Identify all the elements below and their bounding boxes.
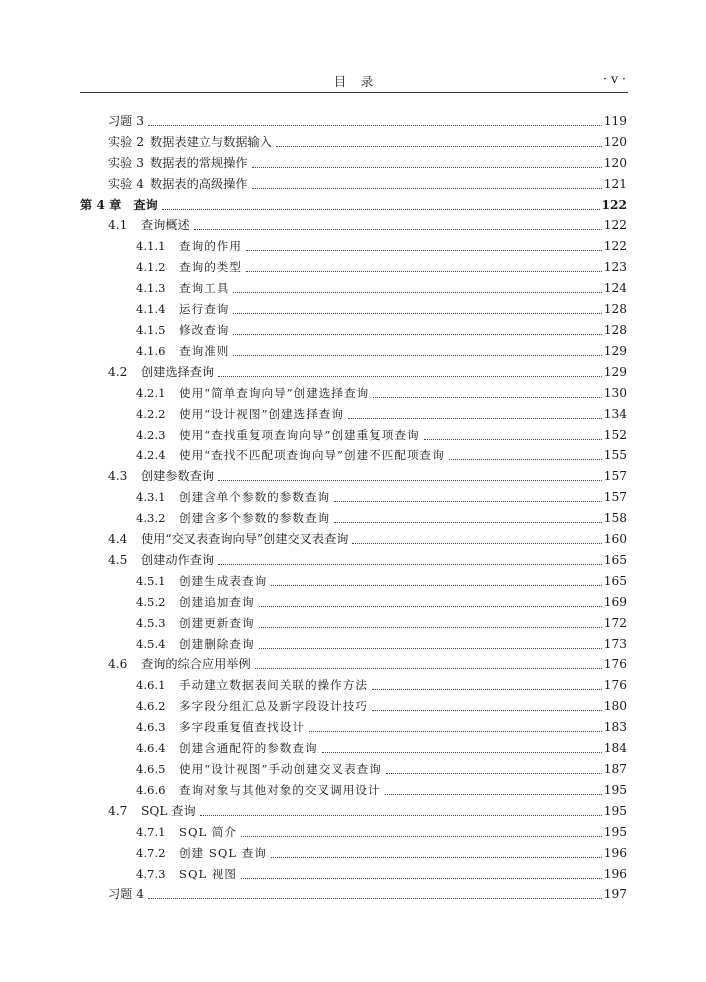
toc-entry-title: 创建生成表查询 xyxy=(179,573,268,588)
toc-entry-page: 176 xyxy=(603,678,627,693)
toc-entry-number: 4.3.2 xyxy=(136,511,166,526)
toc-entry-page: 160 xyxy=(603,532,627,547)
toc-entry xyxy=(80,631,627,652)
toc-entry-page: 122 xyxy=(603,218,627,233)
toc-entry-title: 使用“设计视图”创建选择查询 xyxy=(179,406,344,421)
toc-entry-title: 创建含通配符的参数查询 xyxy=(179,741,318,756)
toc-entry xyxy=(80,150,627,171)
toc-entry-title: 多字段分组汇总及新字段设计技巧 xyxy=(179,699,368,714)
toc-entry-title: 习题 3 xyxy=(108,113,145,128)
toc-entry xyxy=(80,338,627,359)
header-page-number: · v · xyxy=(603,71,626,86)
dot-leader xyxy=(373,397,602,398)
toc-entry-title: 使用“简单查询向导”创建选择查询 xyxy=(179,385,370,400)
toc-entry xyxy=(80,672,627,693)
toc-entry-number: 4.7 xyxy=(108,803,128,818)
dot-leader xyxy=(194,229,602,230)
toc-entry-title: SQL 视图 xyxy=(179,866,238,881)
toc-entry-page: 122 xyxy=(603,239,627,254)
page-header xyxy=(80,70,628,93)
toc-entry-title: 查询概述 xyxy=(141,218,190,233)
table-of-contents xyxy=(80,108,627,902)
toc-entry-page: 157 xyxy=(603,469,627,484)
toc-entry-number: 4.3 xyxy=(108,469,128,484)
dot-leader xyxy=(233,313,601,314)
toc-entry-page: 169 xyxy=(603,594,627,609)
dot-leader xyxy=(218,564,602,565)
toc-entry-page: 196 xyxy=(603,845,627,860)
dot-leader xyxy=(309,731,602,732)
toc-entry-page: 121 xyxy=(603,176,627,191)
toc-entry-title: SQL 简介 xyxy=(179,824,238,839)
toc-entry-title: 查询的作用 xyxy=(179,239,242,254)
toc-entry xyxy=(80,756,627,777)
toc-entry-page: 195 xyxy=(603,803,627,818)
toc-entry xyxy=(80,254,627,275)
toc-entry xyxy=(80,652,627,673)
dot-leader xyxy=(259,648,602,649)
toc-entry-number: 实验 4 xyxy=(108,176,145,191)
toc-entry-number: 4.3.1 xyxy=(136,490,166,505)
toc-entry-page: 172 xyxy=(603,615,627,630)
dot-leader xyxy=(148,898,602,899)
dot-leader xyxy=(385,794,602,795)
toc-entry-page: 128 xyxy=(603,302,627,317)
toc-entry xyxy=(80,463,627,484)
toc-entry-title: 使用“查找不匹配项查询向导”创建不匹配项查询 xyxy=(179,448,445,463)
toc-entry xyxy=(80,568,627,589)
toc-entry xyxy=(80,108,627,129)
toc-entry xyxy=(80,401,627,422)
toc-entry-number: 4.2 xyxy=(108,364,128,379)
toc-entry-number: 4.6.2 xyxy=(136,699,166,714)
toc-entry-title: 修改查询 xyxy=(179,322,230,337)
toc-entry-page: 158 xyxy=(603,511,627,526)
toc-entry-page: 173 xyxy=(603,636,627,651)
toc-entry xyxy=(80,526,627,547)
toc-entry-title: 创建追加查询 xyxy=(179,594,255,609)
toc-entry xyxy=(80,192,627,213)
toc-entry-title: 数据表的高级操作 xyxy=(150,176,248,191)
toc-entry-number: 4.4 xyxy=(108,532,128,547)
dot-leader xyxy=(372,689,602,690)
dot-leader xyxy=(386,773,602,774)
toc-entry-title: 使用“设计视图”手动创建交叉表查询 xyxy=(179,762,382,776)
toc-entry xyxy=(80,422,627,443)
toc-entry-number: 4.2.4 xyxy=(136,448,166,463)
toc-entry-number: 4.5.1 xyxy=(136,573,166,588)
toc-entry xyxy=(80,777,627,798)
dot-leader xyxy=(241,836,602,837)
toc-entry xyxy=(80,359,627,380)
toc-entry-number: 4.1.5 xyxy=(136,322,166,337)
dot-leader xyxy=(424,439,602,440)
toc-entry xyxy=(80,317,627,338)
dot-leader xyxy=(255,668,602,669)
toc-entry xyxy=(80,735,627,756)
toc-entry xyxy=(80,589,627,610)
toc-entry xyxy=(80,819,627,840)
toc-entry xyxy=(80,882,627,903)
dot-leader xyxy=(218,376,602,377)
toc-entry-title: 创建参数查询 xyxy=(141,469,215,484)
toc-entry-page: 165 xyxy=(603,573,627,588)
toc-entry-page: 120 xyxy=(603,134,627,149)
toc-entry xyxy=(80,798,627,819)
toc-entry-page: 122 xyxy=(601,197,627,212)
toc-entry-page: 119 xyxy=(603,113,627,128)
toc-entry xyxy=(80,296,627,317)
dot-leader xyxy=(246,271,602,272)
toc-entry-title: 数据表建立与数据输入 xyxy=(150,134,272,149)
toc-entry-number: 4.2.2 xyxy=(136,406,166,421)
toc-entry-page: 195 xyxy=(603,824,627,839)
dot-leader xyxy=(252,167,602,168)
toc-entry-number: 4.5 xyxy=(108,552,128,567)
toc-entry-title: 创建更新查询 xyxy=(179,615,255,630)
toc-entry-title: 多字段重复值查找设计 xyxy=(179,720,305,735)
dot-leader xyxy=(334,501,602,502)
dot-leader xyxy=(148,125,602,126)
toc-entry-page: 129 xyxy=(603,343,627,358)
toc-entry xyxy=(80,547,627,568)
toc-entry xyxy=(80,233,627,254)
dot-leader xyxy=(334,522,602,523)
dot-leader xyxy=(246,250,602,251)
toc-entry-page: 165 xyxy=(603,552,627,567)
toc-entry xyxy=(80,840,627,861)
toc-entry xyxy=(80,380,627,401)
toc-entry xyxy=(80,484,627,505)
dot-leader xyxy=(252,188,602,189)
toc-entry-number: 4.5.4 xyxy=(136,636,166,651)
toc-entry-page: 183 xyxy=(603,720,627,735)
dot-leader xyxy=(276,146,602,147)
toc-entry-page: 196 xyxy=(603,866,627,881)
toc-entry-title: 创建含多个参数的参数查询 xyxy=(179,511,331,526)
toc-entry-number: 第 4 章 xyxy=(80,197,122,212)
toc-entry-page: 128 xyxy=(603,322,627,337)
toc-entry-number: 4.5.2 xyxy=(136,594,166,609)
toc-entry-title: 查询工具 xyxy=(179,281,230,296)
toc-entry xyxy=(80,443,627,464)
toc-entry-title: 使用“交叉表查询向导”创建交叉表查询 xyxy=(141,532,349,547)
dot-leader xyxy=(162,209,600,210)
dot-leader xyxy=(271,585,602,586)
toc-entry-title: 查询准则 xyxy=(179,343,230,358)
header-title: 目 录 xyxy=(333,74,375,89)
toc-entry-number: 4.7.2 xyxy=(136,845,166,860)
toc-entry-number: 4.1.3 xyxy=(136,281,166,296)
toc-entry-title: 创建动作查询 xyxy=(141,552,215,567)
toc-entry-title: 创建选择查询 xyxy=(141,364,215,379)
toc-entry-title: 数据表的常规操作 xyxy=(150,155,248,170)
toc-entry-page: 129 xyxy=(603,364,627,379)
toc-entry-title: 查询的类型 xyxy=(179,260,242,275)
toc-entry xyxy=(80,213,627,234)
dot-leader xyxy=(200,815,602,816)
toc-entry-number: 4.6.4 xyxy=(136,741,166,756)
toc-entry-number: 实验 3 xyxy=(108,155,145,170)
toc-entry-title: 查询对象与其他对象的交叉调用设计 xyxy=(179,782,381,797)
dot-leader xyxy=(449,459,602,460)
toc-entry-number: 4.6 xyxy=(108,657,128,672)
toc-entry-title: 查询的综合应用举例 xyxy=(141,657,251,672)
dot-leader xyxy=(322,752,602,753)
dot-leader xyxy=(233,334,601,335)
dot-leader xyxy=(233,355,601,356)
toc-entry-page: 124 xyxy=(603,281,627,296)
toc-entry-number: 4.6.3 xyxy=(136,720,166,735)
toc-entry-page: 195 xyxy=(603,782,627,797)
toc-entry-number: 实验 2 xyxy=(108,134,145,149)
toc-entry xyxy=(80,171,627,192)
toc-entry-title: 习题 4 xyxy=(108,887,145,902)
toc-entry-page: 184 xyxy=(603,741,627,756)
toc-entry xyxy=(80,861,627,882)
toc-entry-page: 152 xyxy=(603,427,627,442)
toc-entry-page: 187 xyxy=(603,762,627,776)
toc-entry-title: 使用“查找重复项查询向导”创建重复项查询 xyxy=(179,427,420,442)
dot-leader xyxy=(372,710,602,711)
toc-entry xyxy=(80,693,627,714)
toc-entry-title: SQL 查询 xyxy=(141,803,196,818)
toc-entry xyxy=(80,129,627,150)
toc-entry-number: 4.2.3 xyxy=(136,427,166,442)
toc-entry-page: 155 xyxy=(603,448,627,463)
dot-leader xyxy=(218,480,602,481)
toc-entry-page: 157 xyxy=(603,490,627,505)
toc-entry-number: 4.7.1 xyxy=(136,824,166,839)
toc-entry-number: 4.1 xyxy=(108,218,128,233)
toc-entry-page: 180 xyxy=(603,699,627,714)
toc-entry xyxy=(80,275,627,296)
toc-entry xyxy=(80,505,627,526)
toc-entry-title: 创建含单个参数的参数查询 xyxy=(179,490,331,505)
toc-entry-page: 197 xyxy=(603,887,627,902)
dot-leader xyxy=(233,292,601,293)
toc-entry-number: 4.7.3 xyxy=(136,866,166,881)
toc-entry-number: 4.5.3 xyxy=(136,615,166,630)
dot-leader xyxy=(259,606,602,607)
toc-entry xyxy=(80,610,627,631)
toc-entry-number: 4.6.6 xyxy=(136,782,166,797)
toc-entry-number: 4.6.5 xyxy=(136,762,166,776)
toc-entry-title: 手动建立数据表间关联的操作方法 xyxy=(179,678,368,693)
toc-entry-number: 4.6.1 xyxy=(136,678,166,693)
toc-entry-number: 4.1.2 xyxy=(136,260,166,275)
toc-entry-page: 123 xyxy=(603,260,627,275)
toc-entry-number: 4.1.6 xyxy=(136,343,166,358)
dot-leader xyxy=(271,857,602,858)
toc-entry-page: 134 xyxy=(603,406,627,421)
toc-entry-number: 4.1.4 xyxy=(136,302,166,317)
toc-entry-number: 4.2.1 xyxy=(136,385,166,400)
toc-entry-title: 运行查询 xyxy=(179,302,230,317)
dot-leader xyxy=(348,418,602,419)
toc-entry-title: 创建删除查询 xyxy=(179,636,255,651)
toc-entry-page: 176 xyxy=(603,657,627,672)
toc-entry-title: 查询 xyxy=(133,197,158,212)
toc-entry-page: 120 xyxy=(603,155,627,170)
dot-leader xyxy=(259,627,602,628)
toc-entry xyxy=(80,714,627,735)
toc-entry-title: 创建 SQL 查询 xyxy=(179,845,267,860)
dot-leader xyxy=(352,543,601,544)
dot-leader xyxy=(241,878,602,879)
toc-entry-page: 130 xyxy=(603,385,627,400)
toc-entry-number: 4.1.1 xyxy=(136,239,166,254)
